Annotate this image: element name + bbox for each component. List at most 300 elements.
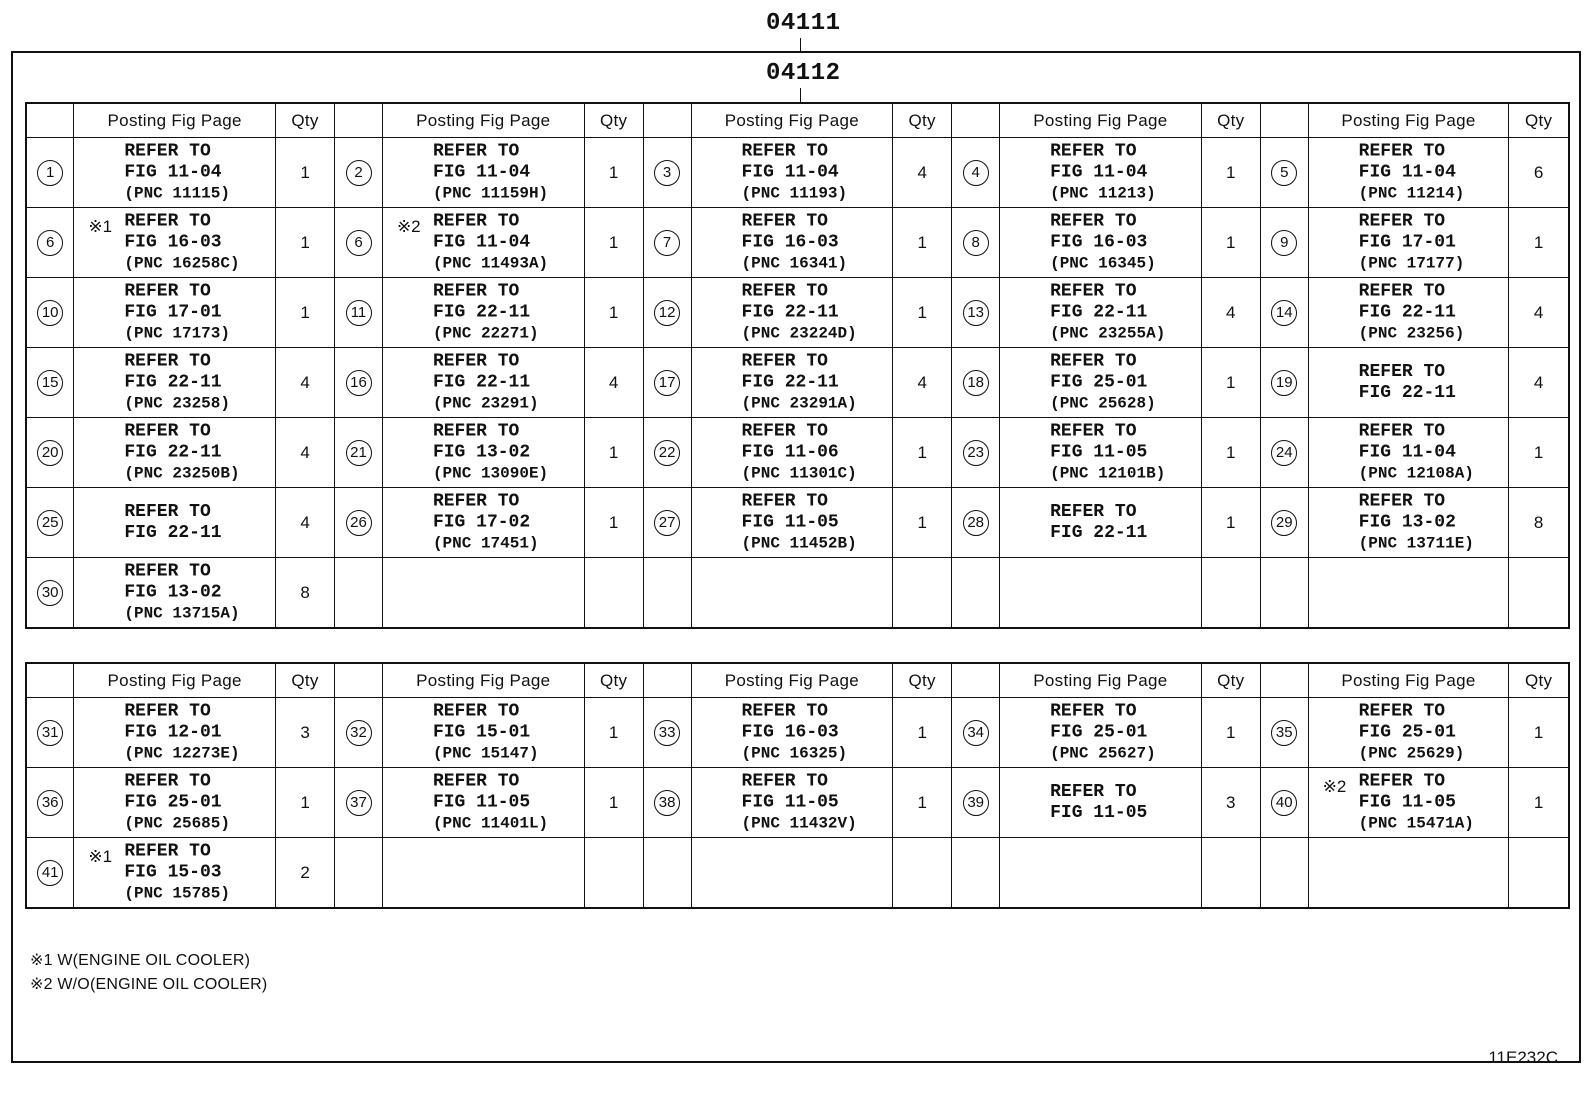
- ref-number-cell: [1260, 138, 1308, 208]
- qty-cell: 1: [1201, 488, 1260, 558]
- header-qty: Qty: [1201, 663, 1260, 698]
- pnc-number: (PNC 16345): [1050, 254, 1156, 272]
- qty-cell: 8: [1509, 488, 1569, 558]
- header-qty: Qty: [1509, 663, 1569, 698]
- refer-to-text: REFER TO: [432, 491, 520, 511]
- qty-cell: 1: [893, 768, 952, 838]
- posting-fig-cell: [1308, 768, 1509, 838]
- refer-to-text: REFER TO: [741, 491, 828, 511]
- refer-to-text: REFER TO: [124, 421, 211, 441]
- ref-number-cell: [1260, 348, 1308, 418]
- qty-cell: 4: [1509, 348, 1569, 418]
- header-qty: Qty: [276, 103, 335, 138]
- pnc-number: (PNC 23291): [432, 394, 539, 412]
- refer-to-text: REFER TO: [1358, 281, 1446, 301]
- pnc-number: (PNC 12101B): [1050, 464, 1166, 482]
- refer-to-text: REFER TO: [1050, 211, 1137, 231]
- fig-number: FIG 17-02: [432, 512, 531, 532]
- pnc-number: (PNC 12273E): [124, 744, 240, 762]
- ref-number-circle: 7: [654, 230, 680, 256]
- fig-reference: [124, 502, 221, 544]
- posting-fig-cell: [691, 488, 893, 558]
- ref-number-cell: [335, 768, 383, 838]
- fig-number: FIG 13-02: [124, 582, 222, 602]
- pnc-number: (PNC 11115): [124, 184, 230, 202]
- fig-number: FIG 11-04: [124, 162, 222, 182]
- header-posting-fig-page: Posting Fig Page: [382, 103, 584, 138]
- ref-number-circle: 5: [1271, 160, 1297, 186]
- ref-number-circle: 29: [1271, 510, 1297, 536]
- qty-cell: 1: [276, 208, 335, 278]
- ref-number-circle: 37: [346, 790, 372, 816]
- ref-number-cell: [335, 558, 383, 629]
- qty-cell: [584, 558, 643, 629]
- qty-cell: 1: [893, 418, 952, 488]
- table-row: [26, 278, 1569, 348]
- fig-number: FIG 17-01: [124, 302, 222, 322]
- ref-number-circle: 8: [963, 230, 989, 256]
- header-qty: Qty: [1201, 103, 1260, 138]
- ref-number-circle: 12: [654, 300, 680, 326]
- refer-to-text: REFER TO: [1358, 141, 1446, 161]
- qty-cell: 1: [1509, 418, 1569, 488]
- ref-number-cell: [952, 488, 1000, 558]
- ref-number-cell: [26, 768, 74, 838]
- refer-to-text: REFER TO: [1050, 781, 1137, 802]
- table-row: [26, 768, 1569, 838]
- pnc-number: (PNC 25628): [1050, 394, 1156, 412]
- qty-cell: [893, 558, 952, 629]
- fig-reference: [1050, 782, 1147, 824]
- table-row: [26, 208, 1569, 278]
- posting-fig-cell: [691, 138, 893, 208]
- qty-cell: [893, 838, 952, 909]
- fig-reference: [124, 211, 239, 274]
- posting-fig-cell: [382, 418, 584, 488]
- fig-reference: [433, 141, 548, 204]
- fig-number: FIG 11-05: [1050, 802, 1148, 823]
- ref-number-cell: [952, 558, 1000, 629]
- ref-number-circle: 19: [1271, 370, 1297, 396]
- refer-to-text: REFER TO: [124, 841, 211, 861]
- posting-fig-cell: [691, 278, 893, 348]
- ref-number-cell: [952, 138, 1000, 208]
- qty-cell: 4: [1201, 278, 1260, 348]
- ref-number-cell: [335, 838, 383, 909]
- posting-fig-cell: [74, 278, 276, 348]
- qty-cell: 3: [1201, 768, 1260, 838]
- fig-reference: [1359, 141, 1465, 204]
- fig-number: FIG 16-03: [124, 232, 222, 252]
- qty-cell: 1: [276, 768, 335, 838]
- ref-number-cell: [335, 348, 383, 418]
- posting-fig-cell: [1000, 838, 1202, 909]
- qty-cell: 1: [584, 418, 643, 488]
- posting-fig-cell: [1000, 768, 1202, 838]
- qty-cell: 4: [584, 348, 643, 418]
- header-qty: Qty: [1509, 103, 1569, 138]
- refer-to-text: REFER TO: [1358, 491, 1446, 511]
- ref-number-circle: 40: [1271, 790, 1297, 816]
- posting-fig-cell: [382, 838, 584, 909]
- ref-number-circle: 14: [1271, 300, 1297, 326]
- ref-number-cell: [335, 418, 383, 488]
- refer-to-text: REFER TO: [432, 771, 520, 791]
- fig-reference: [124, 841, 230, 904]
- pnc-number: (PNC 11432V): [741, 814, 857, 832]
- fig-number: FIG 22-11: [741, 372, 839, 392]
- ref-number-cell: [335, 278, 383, 348]
- pnc-number: (PNC 23256): [1358, 324, 1465, 342]
- leader-line-top: [800, 38, 801, 52]
- refer-to-text: REFER TO: [124, 211, 211, 231]
- fig-number: FIG 11-04: [741, 162, 839, 182]
- ref-number-circle: 20: [37, 440, 63, 466]
- ref-number-circle: 11: [346, 300, 372, 326]
- refer-to-text: REFER TO: [432, 281, 520, 301]
- fig-number: FIG 22-11: [1358, 302, 1456, 322]
- assembly-label-sub: 04112: [766, 60, 841, 87]
- fig-number: FIG 22-11: [1050, 522, 1148, 543]
- fig-number: FIG 17-01: [1358, 232, 1456, 252]
- qty-cell: [1201, 838, 1260, 909]
- posting-fig-cell: [382, 768, 584, 838]
- fig-number: FIG 22-11: [124, 372, 222, 392]
- ref-number-cell: [643, 698, 691, 768]
- fig-number: FIG 11-05: [1358, 792, 1456, 812]
- ref-number-cell: [335, 138, 383, 208]
- ref-number-cell: [643, 838, 691, 909]
- posting-fig-cell: [74, 488, 276, 558]
- fig-number: FIG 25-01: [1050, 722, 1148, 742]
- ref-number-circle: 3: [654, 160, 680, 186]
- ref-number-circle: 35: [1271, 720, 1297, 746]
- header-index-cell: [643, 103, 691, 138]
- fig-reference: [742, 421, 857, 484]
- ref-number-cell: [643, 138, 691, 208]
- ref-number-circle: 34: [963, 720, 989, 746]
- refer-to-text: REFER TO: [1050, 501, 1137, 522]
- refer-to-text: REFER TO: [1358, 771, 1446, 791]
- header-qty: Qty: [584, 663, 643, 698]
- posting-fig-cell: [1000, 208, 1202, 278]
- fig-reference: [742, 491, 857, 554]
- ref-number-cell: [335, 698, 383, 768]
- fig-number: FIG 11-05: [741, 512, 839, 532]
- fig-number: FIG 22-11: [124, 442, 222, 462]
- ref-number-circle: 4: [963, 160, 989, 186]
- ref-number-cell: [26, 488, 74, 558]
- pnc-number: (PNC 17173): [124, 324, 230, 342]
- ref-number-circle: 13: [963, 300, 989, 326]
- qty-cell: [1509, 838, 1569, 909]
- table-row: [26, 488, 1569, 558]
- ref-number-circle: 26: [346, 510, 372, 536]
- ref-number-cell: [26, 138, 74, 208]
- qty-cell: 1: [893, 278, 952, 348]
- qty-cell: 1: [1201, 208, 1260, 278]
- posting-fig-cell: [74, 208, 276, 278]
- qty-cell: 1: [893, 208, 952, 278]
- parts-table-2: [25, 662, 1570, 909]
- qty-cell: [1201, 558, 1260, 629]
- refer-to-text: REFER TO: [741, 141, 828, 161]
- qty-cell: 1: [1509, 698, 1569, 768]
- ref-number-circle: 28: [963, 510, 989, 536]
- posting-fig-cell: [1308, 558, 1509, 629]
- ref-number-circle: 10: [37, 300, 63, 326]
- pnc-number: (PNC 11493A): [432, 254, 549, 272]
- fig-number: FIG 22-11: [432, 302, 531, 322]
- ref-number-cell: [1260, 278, 1308, 348]
- qty-cell: 6: [1509, 138, 1569, 208]
- ref-number-circle: 6: [346, 230, 372, 256]
- posting-fig-cell: [1000, 138, 1202, 208]
- pnc-number: (PNC 23255A): [1050, 324, 1166, 342]
- fig-reference: [433, 351, 539, 414]
- fig-number: FIG 11-04: [1358, 162, 1456, 182]
- refer-to-text: REFER TO: [1050, 701, 1137, 721]
- refer-to-text: REFER TO: [741, 351, 828, 371]
- ref-number-circle: 41: [37, 860, 63, 886]
- pnc-number: (PNC 13711E): [1358, 534, 1474, 552]
- ref-number-circle: 31: [37, 720, 63, 746]
- fig-number: FIG 25-01: [1050, 372, 1148, 392]
- ref-number-cell: [335, 488, 383, 558]
- posting-fig-cell: [1308, 418, 1509, 488]
- refer-to-text: REFER TO: [1358, 361, 1446, 382]
- fig-reference: [433, 491, 539, 554]
- header-index-cell: [26, 663, 74, 698]
- fig-reference: [1359, 362, 1456, 404]
- header-qty: Qty: [893, 103, 952, 138]
- qty-cell: 1: [893, 488, 952, 558]
- refer-to-text: REFER TO: [124, 561, 211, 581]
- posting-fig-cell: [691, 208, 893, 278]
- legend-note-1: ※1 W(ENGINE OIL COOLER): [30, 952, 251, 969]
- header-index-cell: [335, 663, 383, 698]
- table-row: [26, 558, 1569, 629]
- ref-number-circle: 1: [37, 160, 63, 186]
- header-index-cell: [1260, 663, 1308, 698]
- pnc-number: (PNC 11159H): [432, 184, 549, 202]
- fig-reference: [1359, 211, 1465, 274]
- qty-cell: 1: [584, 208, 643, 278]
- qty-cell: 1: [584, 488, 643, 558]
- figure-code: 11E232C: [1488, 1048, 1558, 1067]
- ref-number-circle: 18: [963, 370, 989, 396]
- posting-fig-cell: [1308, 278, 1509, 348]
- ref-number-circle: 27: [654, 510, 680, 536]
- qty-cell: 1: [584, 278, 643, 348]
- qty-cell: 1: [276, 138, 335, 208]
- pnc-number: (PNC 17177): [1358, 254, 1465, 272]
- fig-number: FIG 22-11: [432, 372, 531, 392]
- header-index-cell: [335, 103, 383, 138]
- ref-number-cell: [952, 278, 1000, 348]
- pnc-number: (PNC 15785): [124, 884, 230, 902]
- posting-fig-cell: [382, 698, 584, 768]
- posting-fig-cell: [382, 348, 584, 418]
- posting-fig-cell: [74, 138, 276, 208]
- ref-number-cell: [1260, 208, 1308, 278]
- table-row: [26, 698, 1569, 768]
- fig-reference: [1359, 771, 1474, 834]
- fig-reference: [124, 281, 230, 344]
- header-index-cell: [952, 663, 1000, 698]
- ref-number-circle: 21: [346, 440, 372, 466]
- posting-fig-cell: [74, 348, 276, 418]
- applicability-note-mark: ※1: [88, 847, 113, 866]
- table-header-row: [26, 663, 1569, 698]
- qty-cell: 3: [276, 698, 335, 768]
- refer-to-text: REFER TO: [741, 421, 828, 441]
- header-posting-fig-page: Posting Fig Page: [1000, 663, 1202, 698]
- posting-fig-cell: [691, 418, 893, 488]
- fig-reference: [1050, 502, 1147, 544]
- refer-to-text: REFER TO: [432, 351, 520, 371]
- qty-cell: 1: [1201, 418, 1260, 488]
- posting-fig-cell: [382, 488, 584, 558]
- fig-reference: [1050, 421, 1165, 484]
- posting-fig-cell: [1000, 558, 1202, 629]
- ref-number-cell: [1260, 838, 1308, 909]
- refer-to-text: REFER TO: [432, 211, 520, 231]
- posting-fig-cell: [74, 768, 276, 838]
- ref-number-circle: 6: [37, 230, 63, 256]
- pnc-number: (PNC 17451): [432, 534, 539, 552]
- header-posting-fig-page: Posting Fig Page: [1308, 103, 1509, 138]
- refer-to-text: REFER TO: [124, 701, 211, 721]
- posting-fig-cell: [1308, 138, 1509, 208]
- pnc-number: (PNC 23250B): [124, 464, 240, 482]
- posting-fig-cell: [1308, 348, 1509, 418]
- refer-to-text: REFER TO: [741, 701, 828, 721]
- ref-number-circle: 9: [1271, 230, 1297, 256]
- refer-to-text: REFER TO: [1050, 351, 1137, 371]
- fig-number: FIG 11-04: [432, 162, 531, 182]
- refer-to-text: REFER TO: [124, 351, 211, 371]
- fig-number: FIG 22-11: [1358, 382, 1456, 403]
- posting-fig-cell: [1308, 488, 1509, 558]
- pnc-number: (PNC 16258C): [124, 254, 240, 272]
- ref-number-cell: [643, 768, 691, 838]
- posting-fig-cell: [382, 558, 584, 629]
- qty-cell: 2: [276, 838, 335, 909]
- fig-reference: [742, 771, 857, 834]
- ref-number-cell: [643, 348, 691, 418]
- pnc-number: (PNC 11301C): [741, 464, 857, 482]
- refer-to-text: REFER TO: [432, 701, 520, 721]
- ref-number-circle: 16: [346, 370, 372, 396]
- refer-to-text: REFER TO: [1050, 421, 1137, 441]
- fig-number: FIG 11-04: [1358, 442, 1456, 462]
- fig-number: FIG 13-02: [1358, 512, 1456, 532]
- ref-number-cell: [26, 278, 74, 348]
- qty-cell: 4: [276, 488, 335, 558]
- header-index-cell: [26, 103, 74, 138]
- table-row: [26, 838, 1569, 909]
- qty-cell: 1: [584, 698, 643, 768]
- ref-number-cell: [643, 488, 691, 558]
- ref-number-cell: [26, 698, 74, 768]
- qty-cell: 4: [1509, 278, 1569, 348]
- refer-to-text: REFER TO: [432, 421, 520, 441]
- header-qty: Qty: [893, 663, 952, 698]
- posting-fig-cell: [1000, 488, 1202, 558]
- ref-number-circle: 15: [37, 370, 63, 396]
- fig-reference: [742, 351, 857, 414]
- applicability-note-mark: ※1: [88, 217, 113, 236]
- fig-number: FIG 22-11: [1050, 302, 1148, 322]
- pnc-number: (PNC 23291A): [741, 394, 857, 412]
- qty-cell: 1: [584, 138, 643, 208]
- fig-number: FIG 22-11: [124, 522, 222, 543]
- ref-number-circle: 33: [654, 720, 680, 746]
- pnc-number: (PNC 16341): [741, 254, 848, 272]
- ref-number-cell: [1260, 558, 1308, 629]
- ref-number-cell: [26, 208, 74, 278]
- pnc-number: (PNC 11214): [1358, 184, 1465, 202]
- header-index-cell: [1260, 103, 1308, 138]
- fig-reference: [1050, 211, 1156, 274]
- refer-to-text: REFER TO: [1050, 141, 1137, 161]
- ref-number-cell: [26, 558, 74, 629]
- header-index-cell: [952, 103, 1000, 138]
- refer-to-text: REFER TO: [741, 281, 828, 301]
- pnc-number: (PNC 25685): [124, 814, 230, 832]
- refer-to-text: REFER TO: [1358, 211, 1446, 231]
- table-row: [26, 418, 1569, 488]
- posting-fig-cell: [1000, 418, 1202, 488]
- pnc-number: (PNC 23224D): [741, 324, 857, 342]
- ref-number-cell: [335, 208, 383, 278]
- table-header-row: [26, 103, 1569, 138]
- fig-reference: [1050, 701, 1156, 764]
- fig-number: FIG 15-01: [432, 722, 531, 742]
- qty-cell: 4: [893, 138, 952, 208]
- assembly-label-top: 04111: [766, 10, 841, 37]
- pnc-number: (PNC 16325): [741, 744, 848, 762]
- posting-fig-cell: [74, 418, 276, 488]
- posting-fig-cell: [382, 278, 584, 348]
- fig-number: FIG 16-03: [741, 722, 839, 742]
- posting-fig-cell: [74, 838, 276, 909]
- posting-fig-cell: [1000, 698, 1202, 768]
- qty-cell: 4: [893, 348, 952, 418]
- header-qty: Qty: [584, 103, 643, 138]
- header-posting-fig-page: Posting Fig Page: [691, 663, 893, 698]
- posting-fig-cell: [691, 768, 893, 838]
- ref-number-cell: [26, 418, 74, 488]
- ref-number-cell: [643, 208, 691, 278]
- fig-reference: [433, 701, 539, 764]
- fig-reference: [433, 771, 548, 834]
- pnc-number: (PNC 15471A): [1358, 814, 1474, 832]
- qty-cell: 1: [1201, 348, 1260, 418]
- header-posting-fig-page: Posting Fig Page: [74, 103, 276, 138]
- qty-cell: 1: [1201, 138, 1260, 208]
- refer-to-text: REFER TO: [124, 141, 211, 161]
- fig-reference: [124, 141, 230, 204]
- pnc-number: (PNC 11213): [1050, 184, 1156, 202]
- refer-to-text: REFER TO: [124, 281, 211, 301]
- header-index-cell: [643, 663, 691, 698]
- pnc-number: (PNC 13090E): [432, 464, 549, 482]
- fig-number: FIG 16-03: [741, 232, 839, 252]
- fig-reference: [124, 701, 239, 764]
- ref-number-cell: [26, 348, 74, 418]
